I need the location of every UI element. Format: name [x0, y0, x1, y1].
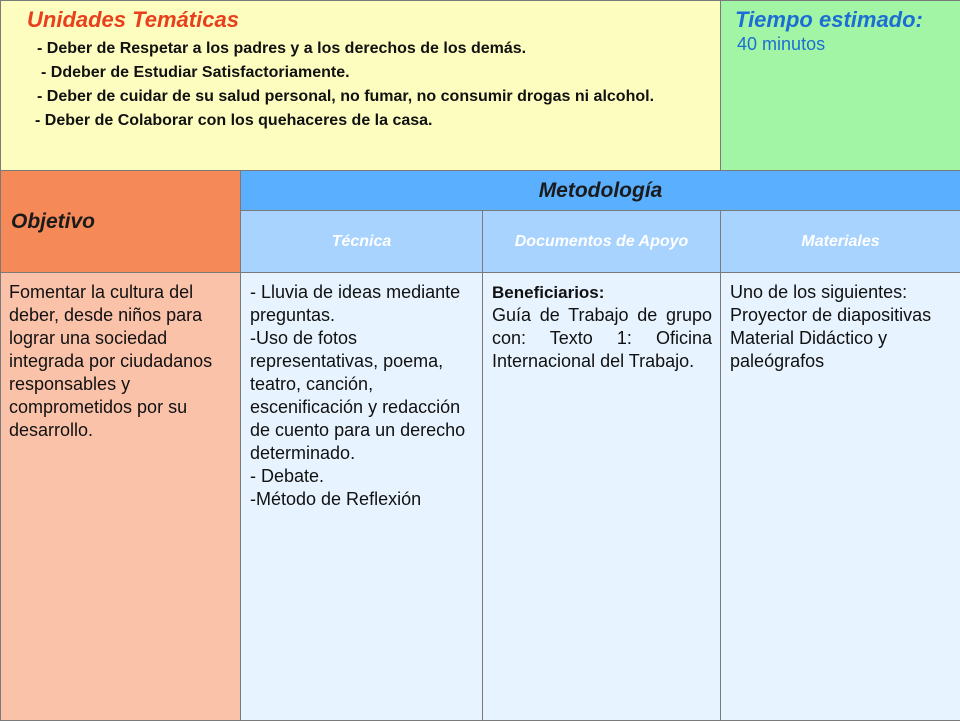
methodology-header-label: Metodología: [539, 179, 663, 202]
units-cell: [1, 1, 721, 171]
technique-item: - Debate.: [250, 465, 474, 488]
unit-item: - Deber de cuidar de su salud personal, no fumar, no consumir drogas ni alcohol.: [11, 85, 710, 109]
unit-item: - Ddeber de Estudiar Satisfactoriamente.: [11, 61, 710, 85]
methodology-header-row: [1, 171, 960, 211]
material-item: Proyector de diapositivas: [730, 304, 952, 327]
body-row: [1, 273, 960, 721]
materials-list: [730, 281, 952, 373]
technique-list: [250, 281, 474, 511]
documents-title: Beneficiarios:: [492, 281, 712, 304]
time-label: Tiempo estimado:: [735, 7, 946, 33]
documents-text: Guía de Trabajo de grupo con: Texto 1: Oficina Internacional del Trabajo.: [492, 304, 712, 373]
objective-header: [1, 171, 241, 273]
unit-item: - Deber de Colaborar con los quehaceres de la casa.: [11, 109, 710, 133]
methodology-header: [241, 171, 960, 211]
unit-item: - Deber de Respetar a los padres y a los derechos de los demás.: [11, 37, 710, 61]
documents-cell: [483, 273, 721, 721]
material-item: Material Didáctico y paleógrafos: [730, 327, 952, 373]
technique-item: - Lluvia de ideas mediante preguntas.: [250, 281, 474, 327]
time-value: 40 minutos: [737, 33, 946, 55]
units-title: Unidades Temáticas: [27, 9, 710, 31]
technique-cell: [241, 273, 483, 721]
time-cell: [721, 1, 960, 171]
technique-item: -Uso de fotos representativas, poema, teatro, canción, escenificación y redacción de cuento para un derecho determinado.: [250, 327, 474, 465]
objective-text: Fomentar la cultura del deber, desde niños para lograr una sociedad integrada por ciudadanos responsables y comprometidos por su desarrollo.: [9, 281, 233, 442]
units-row: [1, 1, 960, 171]
units-list: [11, 37, 710, 133]
material-item: Uno de los siguientes:: [730, 281, 952, 304]
technique-header: Técnica: [241, 211, 483, 273]
technique-item: -Método de Reflexión: [250, 488, 474, 511]
materials-header: Materiales: [721, 211, 960, 273]
objective-header-label: Objetivo: [11, 210, 95, 233]
materials-cell: [721, 273, 960, 721]
documents-header: Documentos de Apoyo: [483, 211, 721, 273]
objective-cell: [1, 273, 241, 721]
